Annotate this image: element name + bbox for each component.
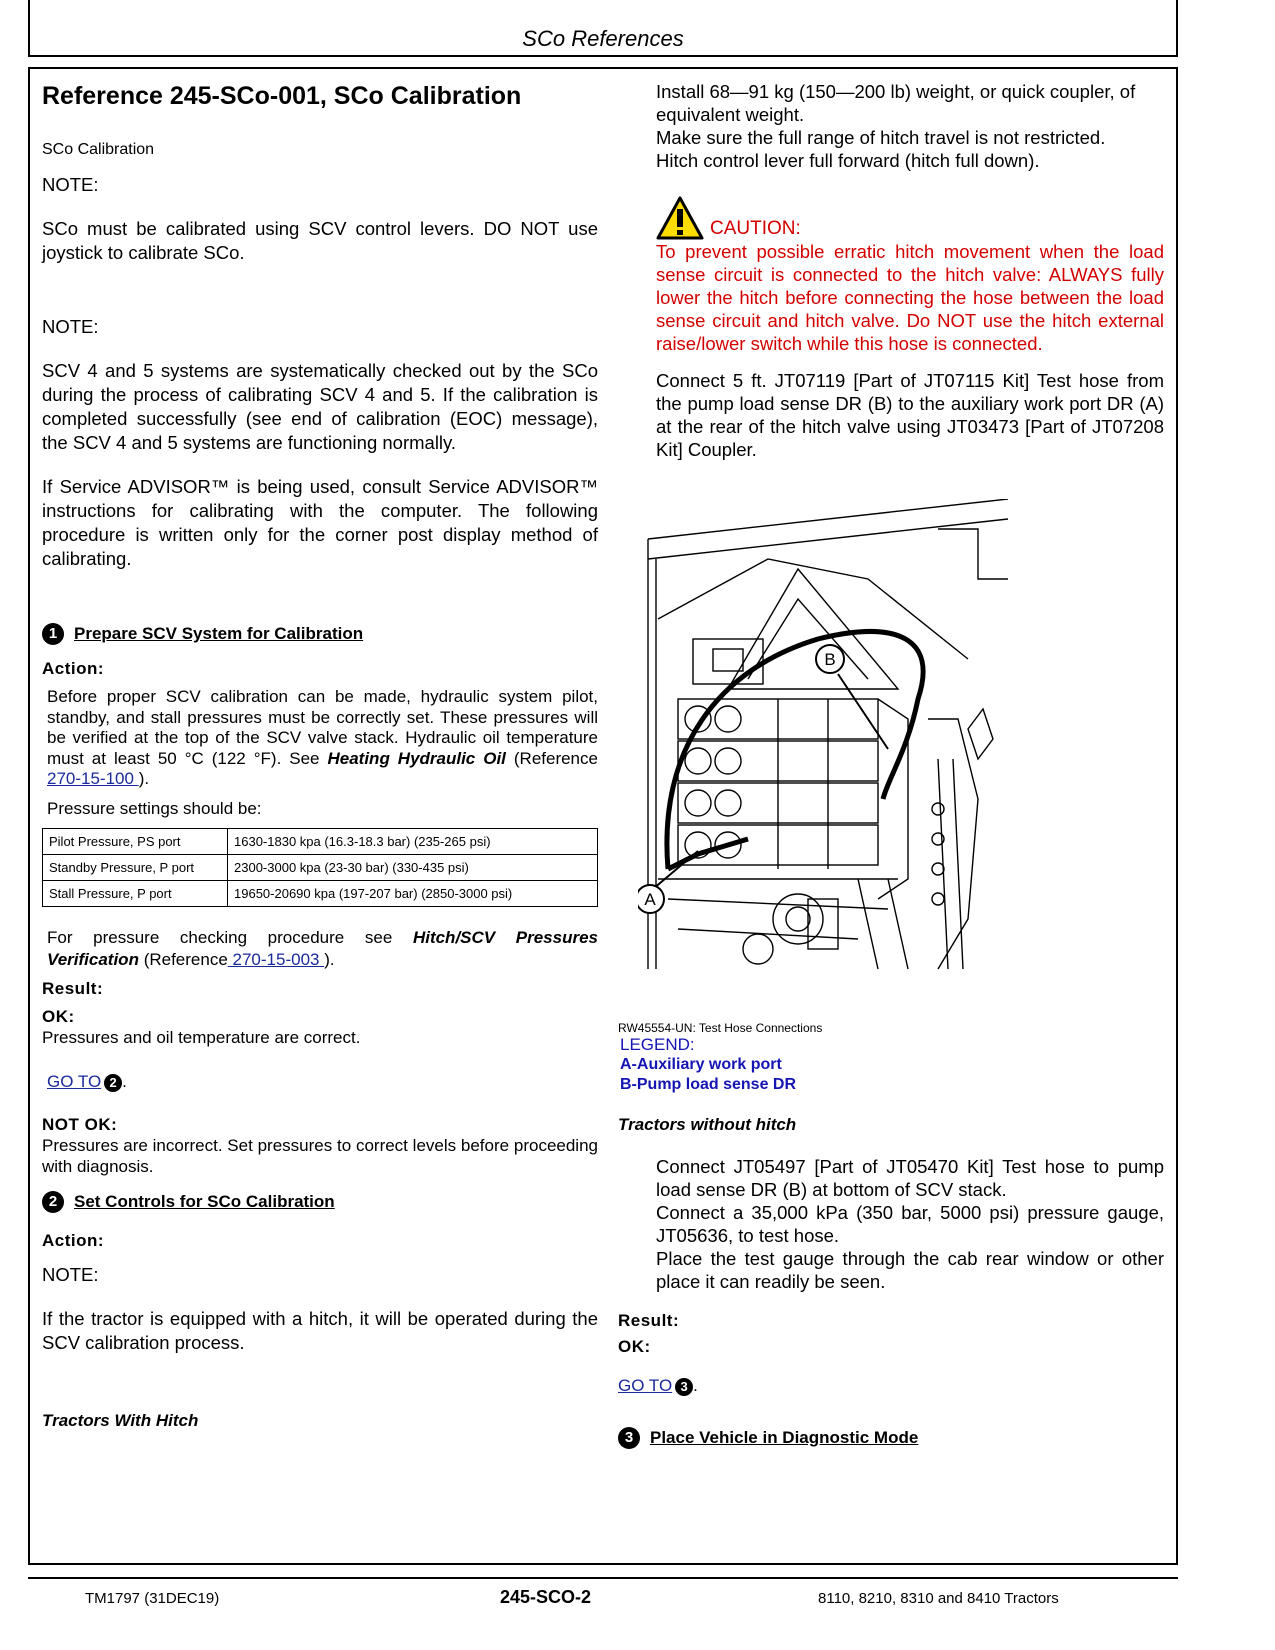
action-label: Action: — [42, 659, 105, 678]
note-text: If the tractor is equipped with a hitch, it will be operated during the SCV calibration process. — [42, 1307, 598, 1353]
callout-b: B — [824, 650, 836, 669]
pressure-name-cell: Stall Pressure, P port — [43, 880, 228, 906]
step-number: 2 — [42, 1191, 64, 1213]
ref-title: Heating Hydraulic Oil — [327, 748, 506, 768]
left-column — [42, 82, 598, 1431]
note-label: NOTE: — [42, 1263, 99, 1285]
tractors-without-hitch: Tractors without hitch — [618, 1115, 797, 1134]
connect-text: Connect 5 ft. JT07119 [Part of JT07115 Kit] Test hose from the pump load sense DR (B) to the auxiliary work port DR (A) at the rear of the hitch valve using JT03473 [Part of JT07208 Kit] Coupler. — [656, 370, 1164, 460]
legend-item: A-Auxiliary work port — [620, 1056, 782, 1073]
without-hitch-instructions — [656, 1155, 1164, 1293]
pressure-name-cell: Pilot Pressure, PS port — [43, 828, 228, 854]
pressure-intro: Pressure settings should be: — [47, 798, 262, 818]
not-ok-text: Pressures are incorrect. Set pressures to correct levels before proceeding with diagnosis. — [42, 1135, 598, 1176]
warning-icon — [656, 196, 704, 240]
test-hose-figure — [638, 499, 1018, 979]
subheading: SCo Calibration — [42, 141, 155, 158]
callout-a: A — [644, 890, 656, 909]
right-column — [618, 80, 1164, 1449]
figure-caption: RW45554-UN: Test Hose Connections — [618, 1021, 823, 1035]
step-title: Place Vehicle in Diagnostic Mode — [650, 1428, 919, 1447]
ref-title: Hitch/SCV Pressures Verification — [47, 927, 598, 969]
footer-manual-id: TM1797 (31DEC19) — [85, 1590, 220, 1607]
table-row — [43, 880, 598, 906]
caution-label: CAUTION: — [710, 218, 801, 239]
note-label: NOTE: — [42, 174, 99, 195]
reference-link[interactable]: 270-15-003 — [227, 949, 325, 969]
ok-label: OK: — [42, 1006, 75, 1026]
reference-link[interactable]: 270-15-100 — [47, 769, 139, 788]
tractors-with-hitch: Tractors With Hitch — [42, 1410, 199, 1430]
result-label: Result: — [42, 978, 104, 998]
legend-title: LEGEND: — [620, 1035, 695, 1054]
goto-link[interactable]: GO TO — [47, 1071, 102, 1091]
instruction-line: Place the test gauge through the cab rear window or other place it can readily be seen. — [656, 1248, 1164, 1292]
install-line: Hitch control lever full forward (hitch full down). — [656, 150, 1040, 171]
pressure-value-cell: 1630-1830 kpa (16.3-18.3 bar) (235-265 psi) — [228, 828, 598, 854]
goto-step-3[interactable]: GO TO 3 . — [618, 1376, 698, 1395]
caution-text: To prevent possible erratic hitch movement when the load sense circuit is connected to the hitch valve: ALWAYS fully lower the hitch before connecting the hose between the load sense circuit and hitch valve. Do NOT use the hitch external raise/lower switch while this hose is connected. — [656, 241, 1164, 354]
caution-heading — [656, 196, 1164, 240]
hydraulic-valve-illustration — [638, 499, 1018, 979]
step-title: Set Controls for SCo Calibration — [74, 1191, 335, 1211]
step-number: 3 — [618, 1427, 640, 1449]
step-number: 1 — [42, 623, 64, 645]
table-row — [43, 828, 598, 854]
note-label: NOTE: — [42, 316, 99, 337]
legend-item: B-Pump load sense DR — [620, 1076, 797, 1093]
reference-heading: Reference 245-SCo-001, SCo Calibration — [42, 82, 522, 110]
step-title: Prepare SCV System for Calibration — [74, 624, 364, 643]
goto-link[interactable]: GO TO — [618, 1376, 673, 1395]
action-text: Before proper SCV calibration can be made, hydraulic system pilot, standby, and stall pressures must be correctly set. These pressures will be verified at the top of the SCV valve stack. Hydraulic oil temperature must at least 50 °C (122 °F). See Heating Hydraulic Oil (Reference 270-15-100 ). — [47, 687, 598, 788]
footer-rule — [28, 1577, 1178, 1579]
advisor-paragraph: If Service ADVISOR™ is being used, consult Service ADVISOR™ instructions for calibrating with the computer. The following procedure is written only for the corner post display method of calibrating. — [42, 476, 598, 569]
step-number: 2 — [104, 1074, 122, 1092]
goto-step-2[interactable]: GO TO 2 . — [47, 1071, 127, 1091]
pressure-name-cell: Standby Pressure, P port — [43, 854, 228, 880]
pressure-value-cell: 2300-3000 kpa (23-30 bar) (330-435 psi) — [228, 854, 598, 880]
ok-label: OK: — [618, 1337, 651, 1356]
footer-page-number: 245-SCO-2 — [500, 1587, 592, 1607]
legend-list — [620, 1055, 1164, 1095]
page-header-title: SCo References — [522, 26, 684, 51]
result-label: Result: — [618, 1311, 680, 1330]
instruction-line: Connect JT05497 [Part of JT05470 Kit] Test hose to pump load sense DR (B) at bottom of SCV stack. — [656, 1156, 1164, 1200]
pressure-table — [42, 828, 598, 907]
step-2-heading — [42, 1191, 598, 1213]
step-number: 3 — [675, 1378, 693, 1396]
not-ok-label: NOT OK: — [42, 1114, 118, 1134]
action-label: Action: — [42, 1230, 105, 1250]
pressure-value-cell: 19650-20690 kpa (197-207 bar) (2850-3000 psi) — [228, 880, 598, 906]
install-instructions — [656, 80, 1164, 172]
check-text: For pressure checking procedure see Hitch/SCV Pressures Verification (Reference 270-15-003 ). — [47, 927, 598, 969]
install-line: Install 68—91 kg (150—200 lb) weight, or quick coupler, of equivalent weight. — [656, 81, 1136, 125]
install-line: Make sure the full range of hitch travel is not restricted. — [656, 127, 1106, 148]
instruction-line: Connect a 35,000 kPa (350 bar, 5000 psi) pressure gauge, JT05636, to test hose. — [656, 1202, 1164, 1246]
note-text: SCV 4 and 5 systems are systematically checked out by the SCo during the process of calibrating SCV 4 and 5. If the calibration is completed successfully (see end of calibration (EOC) message), the SCV 4 and 5 systems are functioning normally. — [42, 360, 598, 453]
note-text: SCo must be calibrated using SCV control levers. DO NOT use joystick to calibrate SCo. — [42, 218, 598, 263]
table-row — [43, 854, 598, 880]
step-1-heading — [42, 623, 598, 645]
step-3-heading — [618, 1427, 1164, 1449]
footer-models: 8110, 8210, 8310 and 8410 Tractors — [818, 1590, 1059, 1607]
ok-text: Pressures and oil temperature are correct. — [42, 1027, 361, 1047]
